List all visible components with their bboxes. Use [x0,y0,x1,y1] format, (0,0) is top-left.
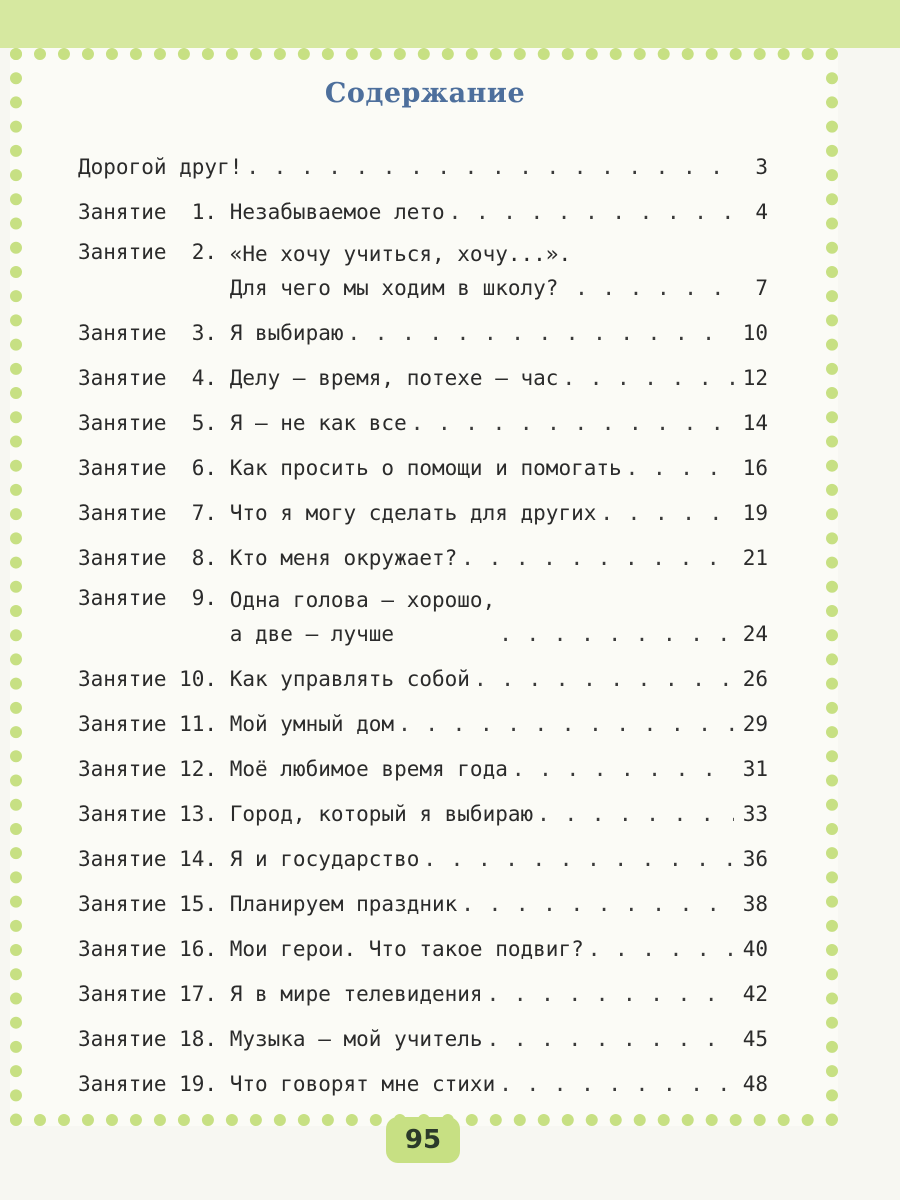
toc-entry-title-line: Что я могу сделать для других [229,501,597,525]
toc-entry-page: 38 [742,892,768,916]
toc-entry-title-line: Делу — время, потехе — час [229,366,559,390]
dot-leader [499,617,734,651]
toc-entry [78,972,768,1017]
toc-entry-page: 40 [742,937,768,961]
toc-entry-page: 24 [742,622,768,646]
toc-entry-page: 36 [742,847,768,871]
toc-entry-prefix: Занятие 19. [78,1072,230,1096]
dot-leader [600,491,734,536]
toc-entry-title-line: Кто меня окружает? [229,546,458,570]
toc-entry-page: 19 [742,501,768,525]
toc-entry-prefix: Занятие 12. [78,757,230,781]
toc-entry-page: 29 [742,712,768,736]
dot-leader [474,657,734,702]
toc-entry [78,927,768,972]
toc-entry-title-line: Я и государство [229,847,420,871]
dot-leader [588,927,734,972]
toc-entry-prefix: Занятие 9. [78,586,230,610]
toc-entry-title-line: Планируем праздник [229,892,458,916]
toc-entry-title [230,1017,483,1062]
toc-entry-page: 48 [742,1072,768,1096]
toc-entry-title [230,536,458,581]
toc-entry [78,1062,768,1107]
dot-leader [461,536,734,581]
toc-entry-page: 45 [742,1027,768,1051]
toc-entry-prefix: Занятие 17. [78,982,230,1006]
toc-entry-title-line: Моё любимое время года [229,757,508,781]
toc-entry-prefix: Занятие 4. [78,366,230,390]
toc-entry-page: 31 [742,757,768,781]
toc-entry [78,536,768,581]
toc-entry [78,311,768,356]
toc-entry-prefix: Занятие 16. [78,937,230,961]
toc-entry-title-line: Как просить о помощи и помогать [229,456,622,480]
toc-entry-prefix: Занятие 13. [78,802,230,826]
toc-entry [78,882,768,927]
toc-entry-page: 3 [755,155,768,179]
toc-entry-title [230,356,559,401]
toc-entry [78,1017,768,1062]
toc-entry [78,356,768,401]
toc-entry-title-line: Я в мире телевидения [229,982,483,1006]
toc-entry-page: 33 [742,802,768,826]
toc-entry-prefix: Занятие 8. [78,546,230,570]
dot-leader [449,190,734,235]
toc-entry-title [230,972,483,1017]
toc-entry-prefix: Занятие 15. [78,892,230,916]
toc-entry-title [230,583,496,651]
toc-entry-title-line: Одна голова — хорошо, [229,588,496,612]
toc-entry-prefix: Занятие 14. [78,847,230,871]
toc-entry-title-line: Незабываемое лето [229,200,445,224]
toc-entry-title [230,927,584,972]
toc-entry-prefix: Занятие 18. [78,1027,230,1051]
toc-entry [78,657,768,702]
dot-leader [512,747,734,792]
dot-leader [461,882,734,927]
toc-entry-title-line: Мой умный дом [229,712,395,736]
toc-entry-title [230,446,622,491]
dot-leader [398,702,734,747]
toc-entry-title-line: Город, который я выбираю [229,802,534,826]
toc-entry [78,190,768,235]
toc-entry [78,792,768,837]
toc-entry-title [230,311,344,356]
toc-entry-title-line: Мои герои. Что такое подвиг? [229,937,584,961]
toc-entry [78,446,768,491]
dot-leader [487,972,734,1017]
toc-entry-prefix: Занятие 5. [78,411,230,435]
toc-entry-title [230,657,470,702]
dot-leader [246,145,734,190]
toc-entry-page: 14 [742,411,768,435]
table-of-contents [78,145,768,1107]
toc-entry-title [230,491,597,536]
toc-entry-title [230,237,571,305]
toc-entry-title-line: «Не хочу учиться, хочу...». [229,242,572,266]
toc-entry-prefix: Занятие 2. [78,240,230,264]
toc-entry-page: 12 [742,366,768,390]
toc-entry-title [230,401,407,446]
toc-entry-title [230,190,445,235]
toc-entry [78,581,768,657]
toc-entry-prefix: Занятие 7. [78,501,230,525]
toc-entry-page: 42 [742,982,768,1006]
dot-leader [575,271,734,305]
toc-entry-page: 16 [742,456,768,480]
dot-leader [348,311,734,356]
toc-entry-page: 26 [742,667,768,691]
toc-entry [78,491,768,536]
toc-entry-title [230,837,420,882]
dot-leader [411,401,734,446]
dot-leader [562,356,734,401]
toc-entry-prefix: Занятие 11. [78,712,230,736]
dot-leader [499,1062,734,1107]
page-number-badge: 95 [386,1117,460,1163]
page-title: Содержание [324,78,526,109]
toc-entry [78,837,768,882]
dot-leader [626,446,734,491]
toc-entry-title [230,747,508,792]
toc-entry-title-line: Я выбираю [229,321,344,345]
toc-entry-title-line: а две — лучше [229,622,395,646]
toc-entry-page: 10 [742,321,768,345]
toc-entry-prefix: Занятие 6. [78,456,230,480]
toc-entry [78,401,768,446]
toc-entry-page: 4 [755,200,768,224]
toc-entry [78,702,768,747]
toc-entry-title-line: Для чего мы ходим в школу? [229,276,559,300]
toc-entry-title [230,1062,496,1107]
toc-entry-title-line: Я — не как все [229,411,407,435]
toc-entry-page: 21 [742,546,768,570]
toc-entry-title-line: Как управлять собой [229,667,470,691]
dot-leader [537,792,734,837]
toc-entry [78,235,768,311]
dot-leader [423,837,734,882]
toc-entry [78,145,768,190]
toc-entry-title [230,792,533,837]
toc-entry-page: 7 [755,276,768,300]
toc-entry-title-line: Что говорят мне стихи [229,1072,496,1096]
toc-entry-title-line: Музыка — мой учитель [229,1027,483,1051]
toc-entry-prefix: Занятие 10. [78,667,230,691]
toc-entry [78,747,768,792]
toc-entry-prefix: Занятие 3. [78,321,230,345]
toc-entry-prefix: Занятие 1. [78,200,230,224]
toc-entry-title [230,882,458,927]
toc-entry-title [230,702,394,747]
toc-entry-prefix: Дорогой друг! [78,155,243,179]
dot-leader [487,1017,734,1062]
